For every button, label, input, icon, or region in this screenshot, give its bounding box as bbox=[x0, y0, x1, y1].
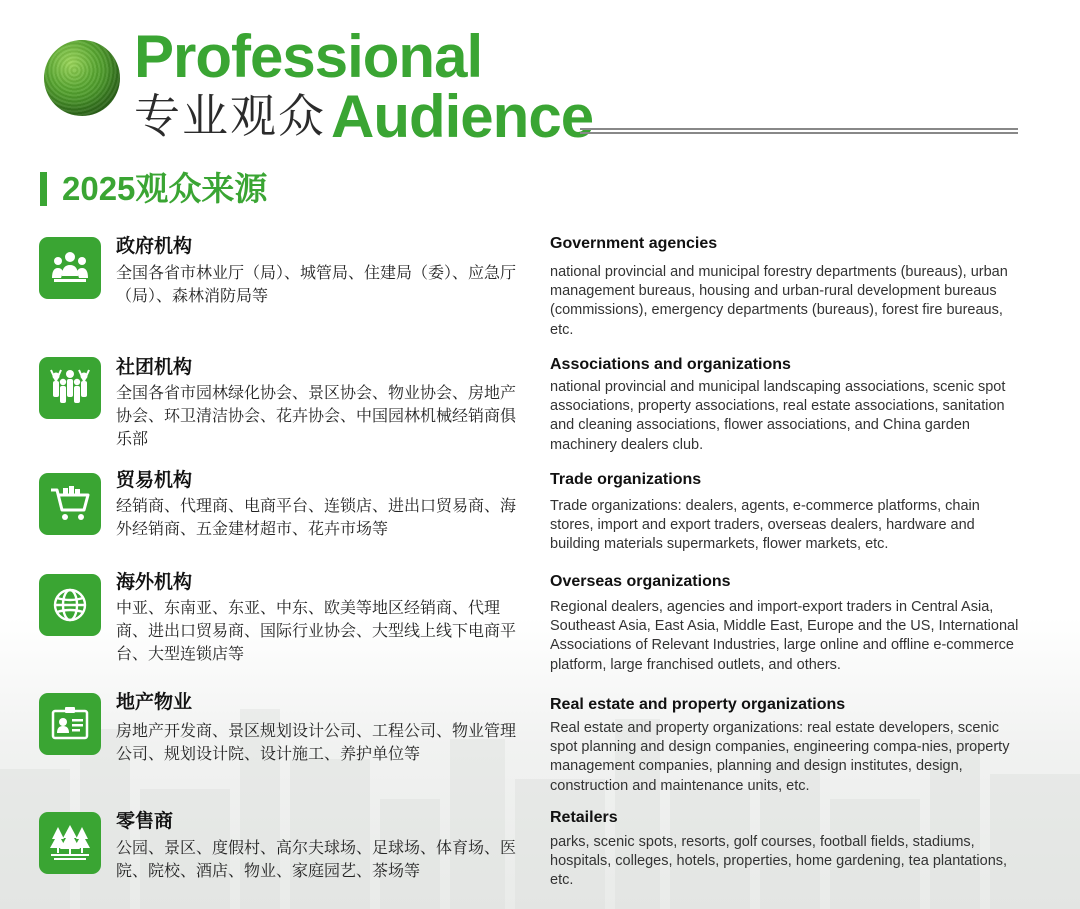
real-estate-en-desc: Real estate and property organizations: real estate developers, scenic spot planning and design companies, engineering compa-nies, property management companies, planning and design institutes, design, construction and maintenance units, etc. bbox=[550, 720, 1010, 794]
trade-cn-title: 贸易机构 bbox=[116, 470, 193, 491]
real-estate-en-title: Real estate and property organizations bbox=[550, 696, 846, 713]
trade-en-desc: Trade organizations: dealers, agents, e-commerce platforms, chain stores, import and export traders, overseas dealers, hardware and building materials supermarkets, flower markets, etc. bbox=[550, 498, 980, 553]
association-group-icon bbox=[39, 357, 101, 419]
government-en-title: Government agencies bbox=[550, 235, 718, 252]
real-estate-cn-desc: 房地产开发商、景区规划设计公司、工程公司、物业管理公司、规划设计院、设计施工、养护单位等 bbox=[116, 723, 517, 763]
id-card-icon bbox=[39, 693, 101, 755]
government-cn-desc: 全国各省市林业厅（局）、城管局、住建局（委）、应急厅（局）、森林消防局等 bbox=[116, 265, 517, 305]
section-title: 2025观众来源 bbox=[62, 170, 268, 207]
section-accent-bar bbox=[40, 172, 47, 206]
associations-en-desc: national provincial and municipal landscaping associations, scenic spot associations, property associations, real estate associations, sanitation and cleaning associations, flower associations, and China garden machinery dealers club. bbox=[550, 379, 1006, 453]
title-audience: Audience bbox=[331, 83, 594, 150]
associations-cn-title: 社团机构 bbox=[116, 357, 193, 378]
retailers-en-title: Retailers bbox=[550, 809, 618, 826]
title-chinese: 专业观众 bbox=[134, 90, 326, 142]
government-cn-title: 政府机构 bbox=[116, 236, 193, 257]
retailers-cn-desc: 公园、景区、度假村、高尔夫球场、足球场、体育场、医院、院校、酒店、物业、家庭园艺、茶场等 bbox=[116, 840, 517, 880]
government-people-icon bbox=[39, 237, 101, 299]
grass-ball-logo bbox=[44, 40, 120, 116]
globe-icon bbox=[39, 574, 101, 636]
real-estate-cn-title: 地产物业 bbox=[116, 692, 193, 713]
shopping-cart-icon bbox=[39, 473, 101, 535]
retailers-cn-title: 零售商 bbox=[116, 811, 174, 832]
overseas-en-desc: Regional dealers, agencies and import-export traders in Central Asia, Southeast Asia, East Asia, Middle East, Europe and the US, International Associations of Relevant Industries, large online and offline e-commerce platform, large franchised outlets, and others. bbox=[550, 599, 1019, 673]
trees-icon bbox=[39, 812, 101, 874]
overseas-cn-title: 海外机构 bbox=[116, 572, 193, 593]
title-divider bbox=[580, 128, 1018, 134]
trade-cn-desc: 经销商、代理商、电商平台、连锁店、进出口贸易商、海外经销商、五金建材超市、花卉市场等 bbox=[116, 498, 517, 538]
overseas-en-title: Overseas organizations bbox=[550, 573, 731, 590]
retailers-en-desc: parks, scenic spots, resorts, golf courses, football fields, stadiums, hospitals, colleges, hotels, properties, home gardening, tea plantations, etc. bbox=[550, 834, 1008, 889]
trade-en-title: Trade organizations bbox=[550, 471, 702, 488]
overseas-cn-desc: 中亚、东南亚、东亚、中东、欧美等地区经销商、代理商、进出口贸易商、国际行业协会、大型线上线下电商平台、大型连锁店等 bbox=[116, 600, 517, 663]
government-en-desc: national provincial and municipal forestry departments (bureaus), urban management bureaus, housing and urban-rural development bureaus (commissions), emergency departments (bureaus), forest fire bureaus, etc. bbox=[550, 264, 1008, 338]
associations-en-title: Associations and organizations bbox=[550, 356, 791, 373]
associations-cn-desc: 全国各省市园林绿化协会、景区协会、物业协会、房地产协会、环卫清洁协会、花卉协会、中国园林机械经销商俱乐部 bbox=[116, 385, 517, 448]
title-professional: Professional bbox=[134, 23, 483, 90]
